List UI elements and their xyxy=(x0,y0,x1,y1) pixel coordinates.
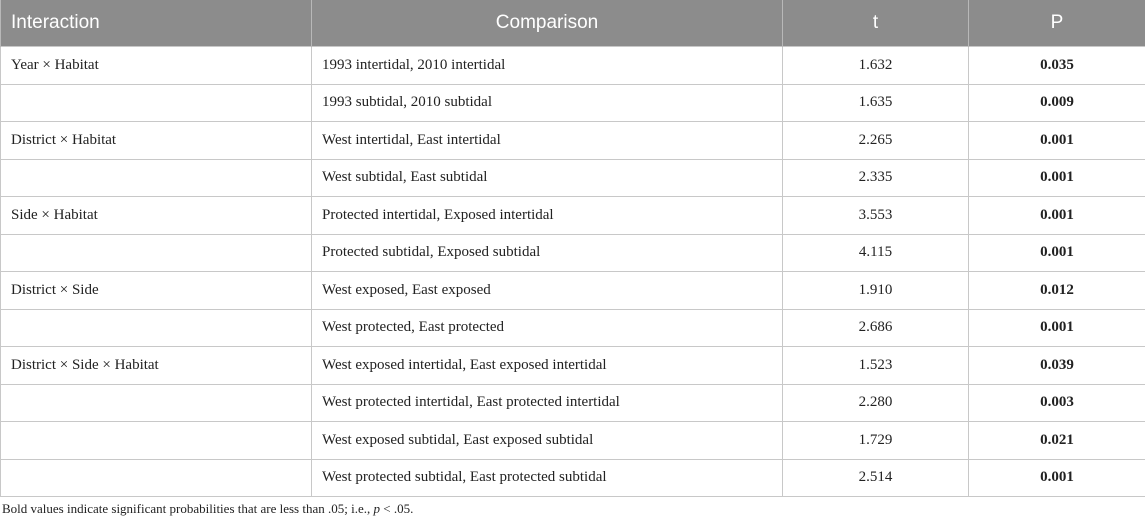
cell-comparison: West protected, East protected xyxy=(312,309,783,347)
header-interaction: Interaction xyxy=(1,0,312,47)
header-row xyxy=(1,0,1145,47)
cell-comparison: West protected intertidal, East protected intertidal xyxy=(312,384,783,422)
cell-interaction xyxy=(1,84,312,122)
cell-p: 0.001 xyxy=(969,159,1145,197)
table-row xyxy=(1,459,1145,497)
cell-p: 0.001 xyxy=(969,459,1145,497)
cell-p: 0.001 xyxy=(969,197,1145,235)
cell-t: 1.635 xyxy=(783,84,969,122)
cell-t: 2.265 xyxy=(783,122,969,160)
table-row xyxy=(1,309,1145,347)
cell-interaction xyxy=(1,159,312,197)
cell-comparison: 1993 subtidal, 2010 subtidal xyxy=(312,84,783,122)
footnote-text-before: Bold values indicate significant probabilities that are less than .05; i.e., xyxy=(2,501,374,516)
cell-interaction: District × Side xyxy=(1,272,312,310)
cell-comparison: Protected intertidal, Exposed intertidal xyxy=(312,197,783,235)
cell-p: 0.001 xyxy=(969,234,1145,272)
cell-t: 2.514 xyxy=(783,459,969,497)
table-row xyxy=(1,422,1145,460)
cell-p: 0.009 xyxy=(969,84,1145,122)
cell-interaction xyxy=(1,459,312,497)
cell-interaction xyxy=(1,309,312,347)
cell-p: 0.001 xyxy=(969,122,1145,160)
cell-interaction xyxy=(1,422,312,460)
footnote-p-symbol: p xyxy=(373,501,380,516)
table-row xyxy=(1,84,1145,122)
cell-p: 0.012 xyxy=(969,272,1145,310)
cell-comparison: Protected subtidal, Exposed subtidal xyxy=(312,234,783,272)
header-p: P xyxy=(969,0,1145,47)
cell-comparison: West protected subtidal, East protected subtidal xyxy=(312,459,783,497)
cell-t: 3.553 xyxy=(783,197,969,235)
cell-p: 0.039 xyxy=(969,347,1145,385)
cell-comparison: West exposed intertidal, East exposed intertidal xyxy=(312,347,783,385)
cell-t: 1.729 xyxy=(783,422,969,460)
table-row xyxy=(1,272,1145,310)
cell-comparison: West intertidal, East intertidal xyxy=(312,122,783,160)
cell-interaction: District × Side × Habitat xyxy=(1,347,312,385)
table-row xyxy=(1,234,1145,272)
table-row xyxy=(1,159,1145,197)
header-t: t xyxy=(783,0,969,47)
cell-interaction xyxy=(1,384,312,422)
cell-p: 0.003 xyxy=(969,384,1145,422)
cell-interaction xyxy=(1,234,312,272)
header-comparison: Comparison xyxy=(312,0,783,47)
table-row xyxy=(1,347,1145,385)
cell-interaction: Side × Habitat xyxy=(1,197,312,235)
cell-t: 2.335 xyxy=(783,159,969,197)
cell-p: 0.035 xyxy=(969,47,1145,85)
table-row xyxy=(1,384,1145,422)
cell-t: 2.280 xyxy=(783,384,969,422)
cell-p: 0.001 xyxy=(969,309,1145,347)
cell-interaction: Year × Habitat xyxy=(1,47,312,85)
cell-t: 1.632 xyxy=(783,47,969,85)
cell-t: 1.910 xyxy=(783,272,969,310)
footnote-text-after: < .05. xyxy=(380,501,414,516)
cell-comparison: West exposed, East exposed xyxy=(312,272,783,310)
cell-t: 2.686 xyxy=(783,309,969,347)
cell-t: 4.115 xyxy=(783,234,969,272)
table-row xyxy=(1,47,1145,85)
table-row xyxy=(1,197,1145,235)
table-row xyxy=(1,122,1145,160)
cell-comparison: West subtidal, East subtidal xyxy=(312,159,783,197)
table-body xyxy=(1,47,1145,497)
cell-t: 1.523 xyxy=(783,347,969,385)
cell-comparison: West exposed subtidal, East exposed subtidal xyxy=(312,422,783,460)
table-footnote xyxy=(2,501,413,517)
cell-interaction: District × Habitat xyxy=(1,122,312,160)
cell-comparison: 1993 intertidal, 2010 intertidal xyxy=(312,47,783,85)
cell-p: 0.021 xyxy=(969,422,1145,460)
